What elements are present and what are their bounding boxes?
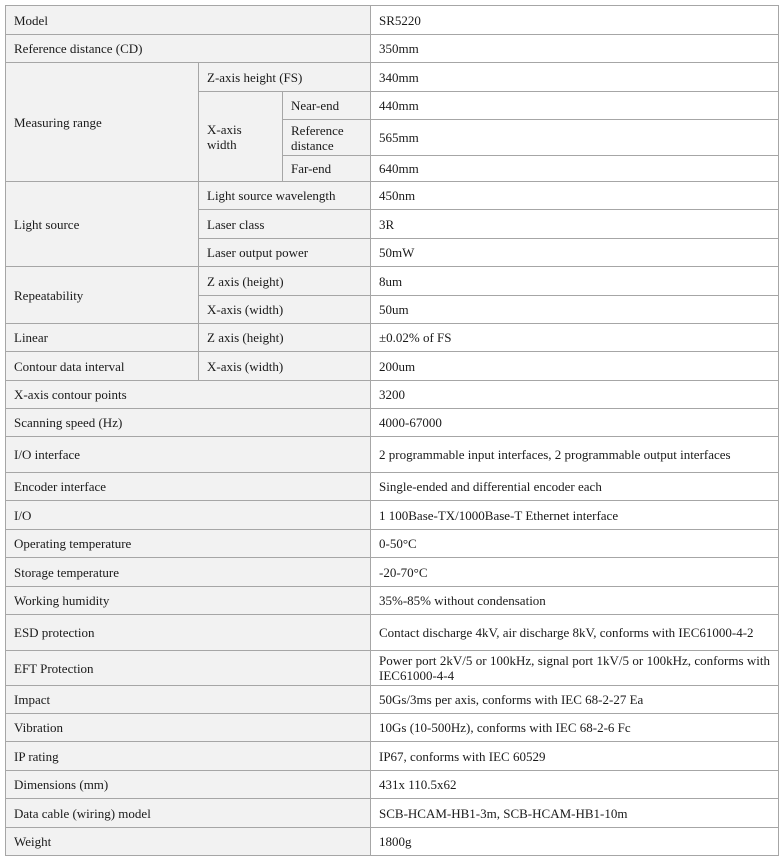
table-row xyxy=(6,409,779,437)
spec-sublabel: Laser output power xyxy=(199,239,371,267)
table-row xyxy=(6,501,779,530)
spec-label: I/O interface xyxy=(6,437,371,473)
spec-value: -20-70°C xyxy=(371,558,779,587)
spec-value: Contact discharge 4kV, air discharge 8kV, conforms with IEC61000-4-2 xyxy=(371,615,779,651)
spec-label: EFT Protection xyxy=(6,651,371,686)
spec-value: 3200 xyxy=(371,381,779,409)
spec-value: 4000-67000 xyxy=(371,409,779,437)
spec-label: Data cable (wiring) model xyxy=(6,799,371,828)
spec-label: Weight xyxy=(6,828,371,856)
spec-label: Dimensions (mm) xyxy=(6,771,371,799)
spec-value: 565mm xyxy=(371,120,779,156)
table-row xyxy=(6,473,779,501)
spec-value: Power port 2kV/5 or 100kHz, signal port 1kV/5 or 100kHz, conforms with IEC61000-4-4 xyxy=(371,651,779,686)
table-row xyxy=(6,686,779,714)
spec-value: 450nm xyxy=(371,182,779,210)
table-row xyxy=(6,352,779,381)
table-row xyxy=(6,828,779,856)
table-row xyxy=(6,63,779,92)
spec-value: IP67, conforms with IEC 60529 xyxy=(371,742,779,771)
spec-label: I/O xyxy=(6,501,371,530)
spec-label: Impact xyxy=(6,686,371,714)
group-sublabel: X-axis width xyxy=(199,92,283,182)
spec-value: 200um xyxy=(371,352,779,381)
spec-label: Operating temperature xyxy=(6,530,371,558)
spec-sublabel: Z axis (height) xyxy=(199,324,371,352)
spec-value: 50mW xyxy=(371,239,779,267)
spec-label: Linear xyxy=(6,324,199,352)
spec-sublabel: Far-end xyxy=(283,156,371,182)
spec-label: Encoder interface xyxy=(6,473,371,501)
spec-table xyxy=(5,5,779,856)
spec-value: Single-ended and differential encoder each xyxy=(371,473,779,501)
group-label: Light source xyxy=(6,182,199,267)
spec-sublabel: X-axis (width) xyxy=(199,352,371,381)
spec-value: 2 programmable input interfaces, 2 programmable output interfaces xyxy=(371,437,779,473)
table-row xyxy=(6,35,779,63)
spec-label: Scanning speed (Hz) xyxy=(6,409,371,437)
spec-value: 1 100Base-TX/1000Base-T Ethernet interface xyxy=(371,501,779,530)
spec-label: Model xyxy=(6,6,371,35)
spec-label: Storage temperature xyxy=(6,558,371,587)
spec-sublabel: Reference distance xyxy=(283,120,371,156)
table-row xyxy=(6,324,779,352)
table-row xyxy=(6,182,779,210)
spec-value: 3R xyxy=(371,210,779,239)
table-row xyxy=(6,651,779,686)
spec-value: 50Gs/3ms per axis, conforms with IEC 68-2-27 Ea xyxy=(371,686,779,714)
table-row xyxy=(6,615,779,651)
table-row xyxy=(6,799,779,828)
table-row xyxy=(6,771,779,799)
spec-value: 640mm xyxy=(371,156,779,182)
spec-sublabel: X-axis (width) xyxy=(199,296,371,324)
spec-value: 50um xyxy=(371,296,779,324)
table-row xyxy=(6,6,779,35)
spec-label: IP rating xyxy=(6,742,371,771)
spec-label: Contour data interval xyxy=(6,352,199,381)
table-row xyxy=(6,742,779,771)
spec-label: Working humidity xyxy=(6,587,371,615)
table-row xyxy=(6,714,779,742)
spec-sublabel: Z-axis height (FS) xyxy=(199,63,371,92)
table-row xyxy=(6,587,779,615)
table-row xyxy=(6,437,779,473)
spec-sublabel: Near-end xyxy=(283,92,371,120)
spec-value: 440mm xyxy=(371,92,779,120)
spec-value: 340mm xyxy=(371,63,779,92)
spec-sublabel: Laser class xyxy=(199,210,371,239)
spec-label: Vibration xyxy=(6,714,371,742)
table-row xyxy=(6,267,779,296)
table-row xyxy=(6,381,779,409)
spec-value: SCB-HCAM-HB1-3m, SCB-HCAM-HB1-10m xyxy=(371,799,779,828)
spec-value: 8um xyxy=(371,267,779,296)
spec-label: Reference distance (CD) xyxy=(6,35,371,63)
spec-sublabel: Z axis (height) xyxy=(199,267,371,296)
spec-value: 350mm xyxy=(371,35,779,63)
spec-value: 0-50°C xyxy=(371,530,779,558)
spec-label: ESD protection xyxy=(6,615,371,651)
spec-value: 431x 110.5x62 xyxy=(371,771,779,799)
spec-value: SR5220 xyxy=(371,6,779,35)
spec-value: 1800g xyxy=(371,828,779,856)
spec-value: ±0.02% of FS xyxy=(371,324,779,352)
spec-value: 35%-85% without condensation xyxy=(371,587,779,615)
group-label: Measuring range xyxy=(6,63,199,182)
table-row xyxy=(6,530,779,558)
spec-sublabel: Light source wavelength xyxy=(199,182,371,210)
table-row xyxy=(6,558,779,587)
spec-value: 10Gs (10-500Hz), conforms with IEC 68-2-6 Fc xyxy=(371,714,779,742)
spec-label: X-axis contour points xyxy=(6,381,371,409)
group-label: Repeatability xyxy=(6,267,199,324)
